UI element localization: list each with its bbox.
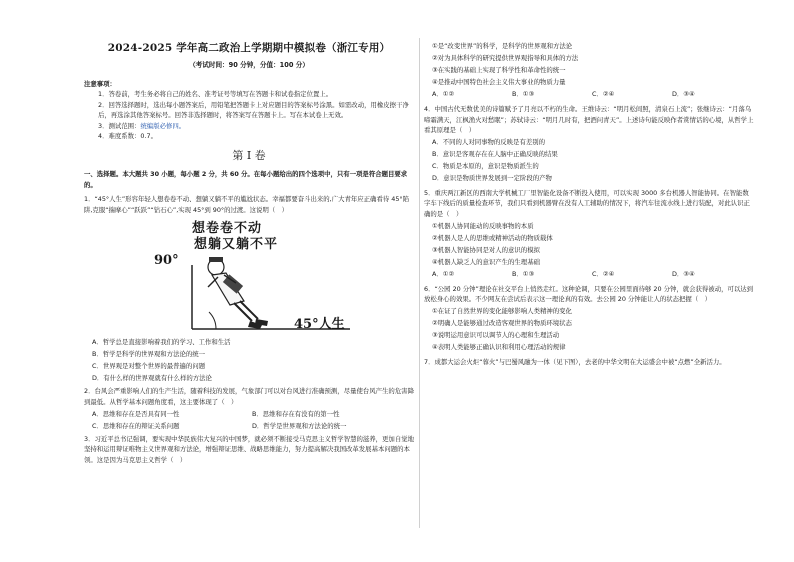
- question-7-stem: 7．成都大运会火炬“蓉火”与巴蜀风融为一体（见下图），去老的中华文明在大运盛会中被“点燃”全新活力。: [424, 357, 726, 366]
- q5-answer-b: B．①③: [512, 269, 535, 278]
- q3-option-1: ①是“改变世界”的科学，是科学的世界观和方法论: [432, 42, 573, 50]
- q4-option-a: A．不同的人对同事物的反映是有差别的: [432, 137, 546, 146]
- q1-option-d: D．有什么样的世界观就有什么样的方法论: [92, 374, 212, 383]
- q2-option-c: C．思维和存在的辩证关系问题: [92, 421, 180, 430]
- exam-subtitle: （考试时间：90 分钟，分值：100 分）: [189, 61, 309, 69]
- question-6-stem: 6．“公园 20 分钟”理论在社交平台上悄然走红。这种论调，只要在公园里面待够 20 分钟，就会获得被动，可以达到放松身心的效果。不少网友在尝试后表示这一理论真的有效。去公园 20 分钟能让人的状态把握（ ）: [424, 284, 754, 304]
- q3-answer-d: D．③④: [672, 90, 695, 98]
- q4-option-c: C．物质是本原的，意识是物质派生的: [432, 161, 539, 170]
- question-2-stem: 2．台风会严重影响人们的生产生活，随着科技的发展，气象部门可以对台风进行准确预测，尽量使台风产生的危害降到最低。从哲学基本问题角度看，这主要体现了（ ）: [84, 387, 414, 407]
- q2-options-row-2: [84, 420, 414, 432]
- part-heading: 一、选择题。本大题共 30 小题，每小题 2 分，共 60 分。在每小题给出的四个选项中，只有一项是符合题目要求的。: [84, 170, 408, 189]
- question-5-stem: 5．重庆两江新区的西南大学机械工厂里智能化设备不断投入使用，可以实现 3000 多台机器人智能协同。在智能数字车下线后的质量检查环节，我们只看到机器臂在没有人工辅助的情况下，将汽车往流水线上进行装配，对此认识正确的是（ ）: [424, 188, 750, 218]
- right-column: [424, 40, 754, 367]
- q5-option-2: ②机器人是人的思维或精神活动的物质载体: [432, 233, 553, 242]
- notice-item-1: 1．答卷前，考生务必将自己的姓名、准考证号等填写在答题卡和试卷指定位置上。: [98, 90, 333, 99]
- cartoon-label-90: 90°: [154, 253, 179, 269]
- q4-option-b: B．意识是客观存在在人脑中正确反映的结果: [432, 149, 558, 158]
- question-1-cartoon: [154, 217, 354, 332]
- q3-answer-c: C．②④: [592, 90, 615, 98]
- q1-option-b: B．哲学是科学的世界观和方法论的统一: [92, 350, 206, 359]
- cartoon-caption-line2: 想躺又躺不平: [194, 237, 279, 253]
- notice-heading: 注意事项：: [84, 80, 116, 88]
- q5-answer-a: A．①②: [432, 269, 455, 278]
- q5-option-1: ①机器人协同能动的反映事物的本质: [432, 221, 534, 230]
- notice-item-2: 2．回答选择题时，选出每小题答案后，用铅笔把答题卡上对应题目的答案标号涂黑。如需改动，用橡皮擦干净后，再选涂其他答案标号。回答非选择题时，将答案写在答题卡上。写在本试卷上无效。: [98, 100, 409, 120]
- q1-option-c: C．世界观是对整个世界的最普遍的问题: [92, 362, 206, 371]
- q5-option-3: ③机器人智能协同是对人的意识的模拟: [432, 245, 540, 254]
- section-juan: 第 I 卷: [232, 149, 266, 163]
- q2-option-d: D．哲学是世界观和方法论的统一: [252, 421, 347, 430]
- q2-option-a: A．思维和存在是否具有同一性: [92, 409, 180, 418]
- q6-option-1: ①在证了自然世界的变化能够影响人类精神的变化: [432, 306, 572, 315]
- q3-option-2: ②对为具体科学的研究提供世界观指导和具体的方法: [432, 54, 579, 62]
- q6-option-2: ②明确人是能够通过改造客观世界的物质环境状态: [432, 318, 572, 327]
- notice-item-4: 4．难度系数：0.7。: [98, 132, 157, 141]
- q6-option-3: ③说明运用意识可以调节人的心理和生理活动: [432, 330, 560, 339]
- q5-option-4: ④机器人缺乏人的意识产生的生理基础: [432, 257, 540, 266]
- notice-item-3-label: 3．测试范围：: [98, 121, 141, 130]
- q4-option-d: D．意识是物质世界发展到一定阶段的产物: [432, 173, 552, 182]
- q2-option-b: B．思维和存在有没有的第一性: [252, 409, 340, 418]
- q3-option-4: ④是推动中国特色社会主义伟大事业的物质力量: [432, 78, 566, 86]
- q3-answer-a: A．①②: [432, 90, 455, 98]
- q1-option-a: A．哲学总是直接影响着我们的学习、工作和生活: [92, 338, 231, 347]
- notice-scope-value: 统编版必修四。: [140, 121, 186, 130]
- question-4-stem: 4．中国古代无数优美的诗篇赋予了月亮以不朽的生命。王维诗云：“明月松间照，清泉石上流”；张继诗云：“月落乌啼霜满天，江枫渔火对愁眠”；苏轼诗云：“明月几时有，把酒问青天”。上述诗句能反映作者赏情话的心境，从哲学上看其原理是（ ）: [424, 105, 754, 135]
- q2-options-row-1: [84, 408, 414, 420]
- notice-item-3: [84, 121, 414, 131]
- left-column: [84, 40, 414, 465]
- cartoon-label-45: 45°人生: [294, 317, 345, 333]
- cartoon-caption-line1: 想卷卷不动: [192, 221, 263, 237]
- exam-title: 2024-2025 学年高二政治上学期期中模拟卷（浙江专用）: [107, 42, 391, 54]
- column-divider: [419, 38, 420, 528]
- q5-answer-d: D．③④: [672, 269, 695, 278]
- q5-answer-c: C．②④: [592, 269, 615, 278]
- q6-option-4: ④表明人类能够正确认识和利用心理活动的规律: [432, 342, 566, 351]
- q3-option-3: ③在实践的基础上实现了科学性和革命性的统一: [432, 66, 566, 74]
- q3-answer-row: [424, 88, 754, 100]
- q5-answer-row: [424, 268, 754, 280]
- q3-answer-b: B．①③: [512, 90, 535, 98]
- question-1-stem: 1．“45°人生”形容年轻人想卷卷不动、想躺又躺不平的尴尬状态。幸福都要奋斗出来的,广大青年应正确看待 45°陷阱,克服“揣摩心”“跃跃”“钻石心”,实现 45°到 90°的过渡。这说明（ ）: [84, 195, 409, 214]
- question-3-stem: 3．习近平总书记强调，要实现中华民族伟大复兴的中国梦，就必须不断接受马克思主义哲学智慧的滋养，更加自觉地坚持和运用辩证唯物主义世界观和方法论，增强辩证思维、战略思维能力，努力提高解决我国改革发展基本问题的本领。这是因为马克思主义哲学（ ）: [84, 434, 414, 464]
